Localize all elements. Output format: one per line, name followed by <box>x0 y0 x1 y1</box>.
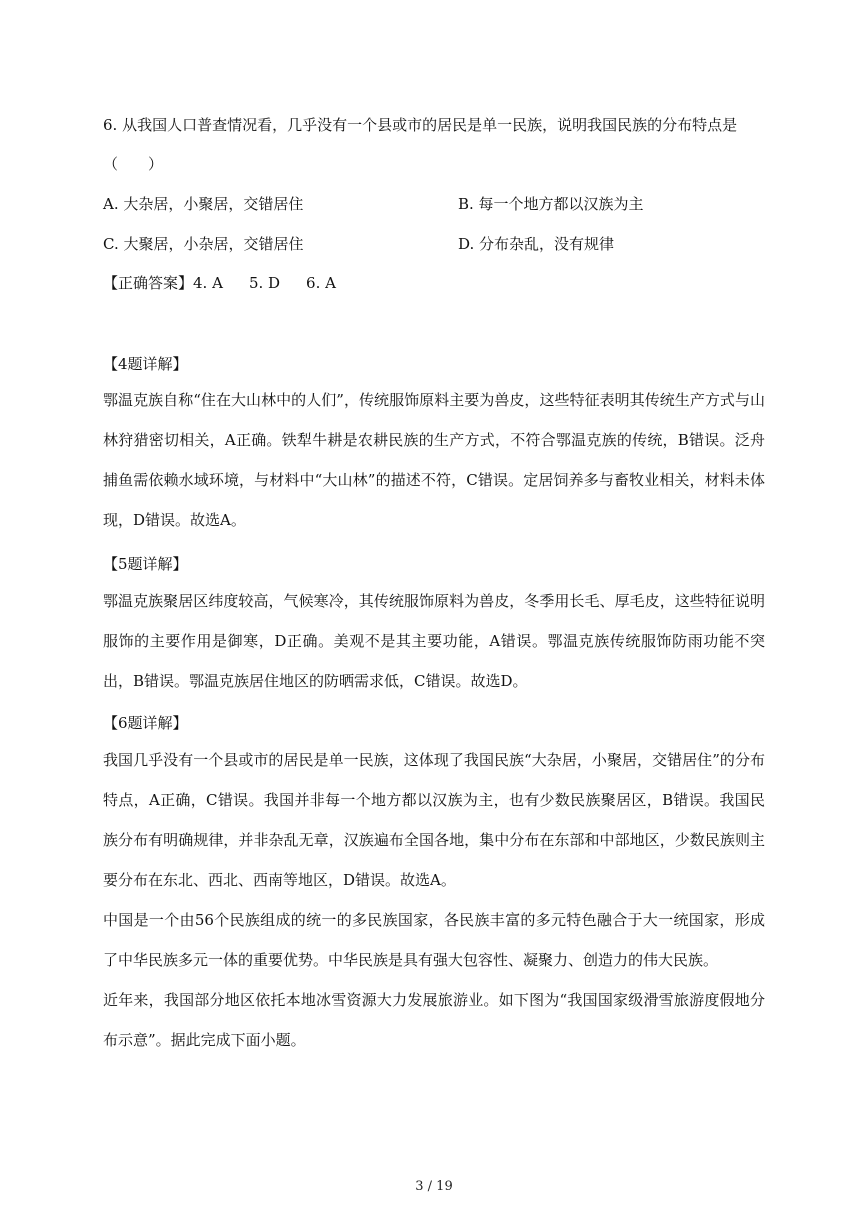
option-a: A. 大杂居，小聚居，交错居住 <box>103 195 304 213</box>
explain-5-heading: 【5题详解】 <box>103 555 188 573</box>
passage-text: 中国是一个由56个民族组成的统一的多民族国家，各民族丰富的多元特色融合于大一统国家，形成了中华民族多元一体的重要优势。中华民族是具有强大包容性、凝聚力、创造力的伟大民族。 <box>103 911 765 969</box>
correct-answer-label: 【正确答案】 <box>103 274 194 292</box>
answer-q4: 4. A <box>193 274 223 292</box>
explain-6-text: 我国几乎没有一个县或市的居民是单一民族，这体现了我国民族“大杂居，小聚居，交错居住”的分布特点，A正确，C错误。我国并非每一个地方都以汉族为主，也有少数民族聚居区，B错误。我国民族分布有明确规律，并非杂乱无章，汉族遍布全国各地，集中分布在东部和中部地区，少数民族则主要分布在东北、西北、西南等地区，D错误。故选A。 <box>103 751 765 889</box>
option-d: D. 分布杂乱，没有规律 <box>458 235 615 253</box>
explain-5-text: 鄂温克族聚居区纬度较高，气候寒冷，其传统服饰原料为兽皮，冬季用长毛、厚毛皮，这些特征说明服饰的主要作用是御寒，D正确。美观不是其主要功能，A错误。鄂温克族传统服饰防雨功能不突出，B错误。鄂温克族居住地区的防晒需求低，C错误。故选D。 <box>103 592 765 690</box>
page-number: 3 / 19 <box>415 1179 453 1194</box>
answer-blank: （ ） <box>103 155 164 173</box>
intro-text: 近年来，我国部分地区依托本地冰雪资源大力发展旅游业。如下图为“我国国家级滑雪旅游度假地分布示意”。据此完成下面小题。 <box>103 991 765 1049</box>
option-c: C. 大聚居，小杂居，交错居住 <box>103 235 304 253</box>
correct-answer-line <box>103 271 336 295</box>
explain-6-heading: 【6题详解】 <box>103 714 188 732</box>
explain-4-heading: 【4题详解】 <box>103 355 188 373</box>
answer-q5: 5. D <box>248 274 281 292</box>
option-b: B. 每一个地方都以汉族为主 <box>458 195 644 213</box>
question-6-stem: 6. 从我国人口普查情况看，几乎没有一个县或市的居民是单一民族，说明我国民族的分布特点是 <box>103 116 738 134</box>
explain-4-text: 鄂温克族自称“住在大山林中的人们”，传统服饰原料主要为兽皮，这些特征表明其传统生产方式与山林狩猎密切相关，A正确。铁犁牛耕是农耕民族的生产方式，不符合鄂温克族的传统，B错误。泛舟捕鱼需依赖水域环境，与材料中“大山林”的描述不符，C错误。定居饲养多与畜牧业相关，材料未体现，D错误。故选A。 <box>103 391 765 529</box>
answer-q6: 6. A <box>306 274 336 292</box>
